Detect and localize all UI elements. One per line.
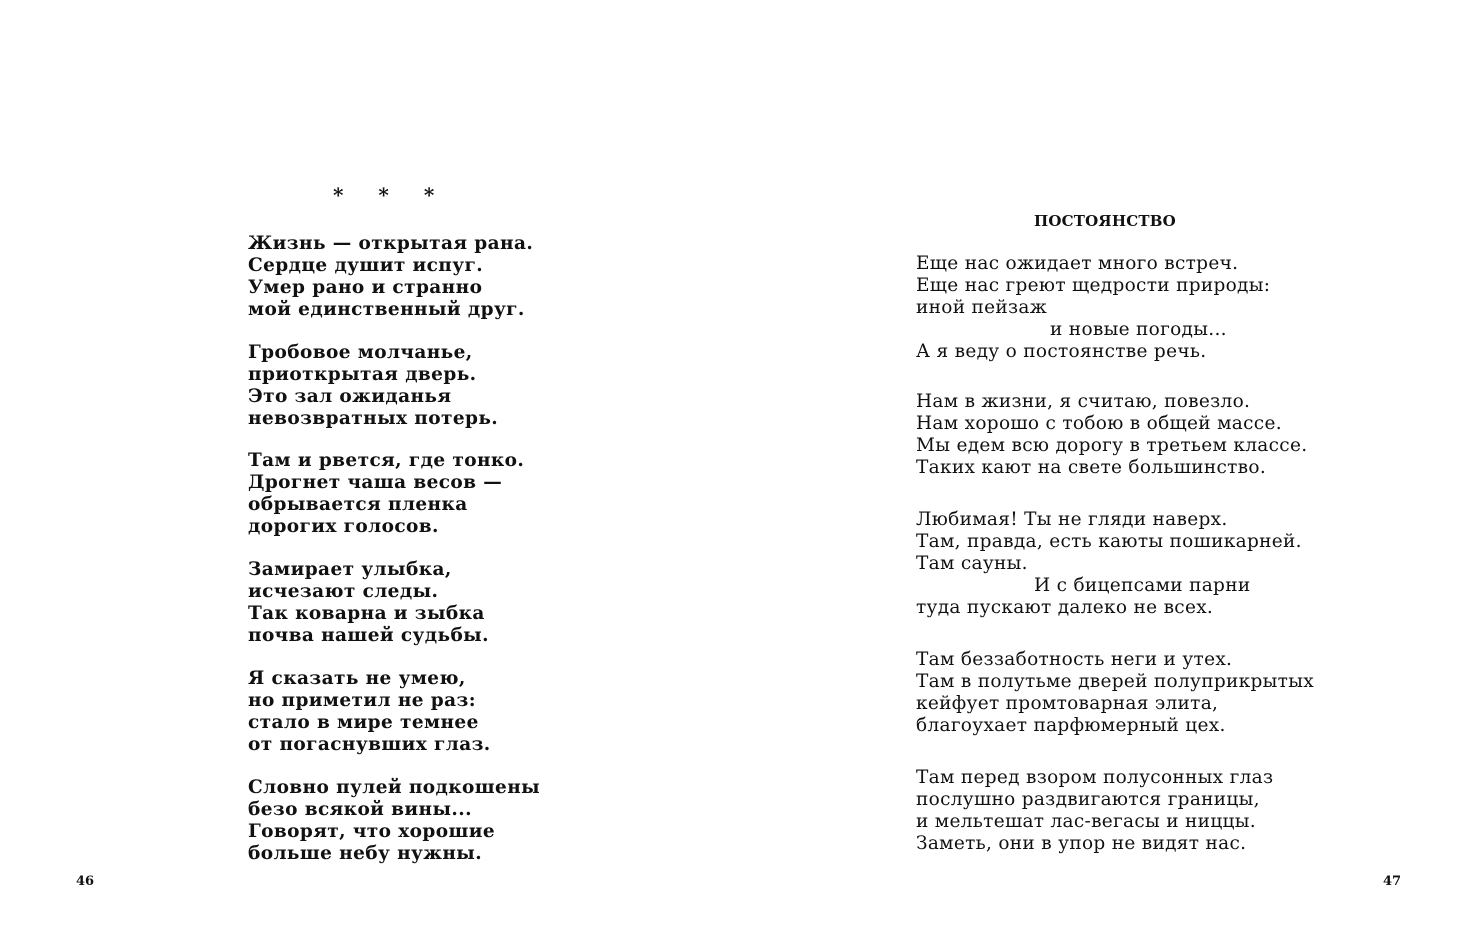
poem-line: Гробовое молчанье, <box>248 342 473 363</box>
poem-line: но приметил не раз: <box>248 690 476 711</box>
poem-line: безо всякой вины... <box>248 799 472 820</box>
stanza-ornament: * * * <box>333 183 449 207</box>
poem-title: ПОСТОЯНСТВО <box>1034 212 1176 230</box>
poem-line: туда пускают далеко не всех. <box>916 597 1214 618</box>
poem-line: Там в полутьме дверей полуприкрытых <box>916 671 1314 692</box>
poem-line: И с бицепсами парни <box>1034 575 1251 596</box>
poem-line: Нам хорошо с тобою в общей массе. <box>916 413 1282 434</box>
poem-line: дорогих голосов. <box>248 516 439 537</box>
poem-line: от погаснувших глаз. <box>248 734 491 755</box>
stanza <box>916 391 1314 479</box>
right-page <box>738 0 1477 945</box>
poem-line: и новые погоды... <box>1050 319 1227 340</box>
poem-line: Говорят, что хорошие <box>248 821 496 842</box>
untitled-poem <box>248 233 540 865</box>
stanza <box>248 233 540 321</box>
poem-line: Там беззаботность неги и утех. <box>916 649 1233 670</box>
stanza <box>916 649 1314 737</box>
page-number: 47 <box>1383 874 1402 889</box>
poem-line: послушно раздвигаются границы, <box>916 789 1260 810</box>
stanza <box>916 253 1314 363</box>
poem-line: А я веду о постоянстве речь. <box>916 341 1207 362</box>
poem-line: больше небу нужны. <box>248 843 483 864</box>
poem-line: Заметь, они в упор не видят нас. <box>916 833 1247 854</box>
poem-line: приоткрытая дверь. <box>248 364 477 385</box>
poem-line: Мы едем всю дорогу в третьем классе. <box>916 435 1308 456</box>
poem-line: Еще нас ожидает много встреч. <box>916 253 1239 274</box>
poem-line: Я сказать не умею, <box>248 668 466 689</box>
poem-line: кейфует промтоварная элита, <box>916 693 1219 714</box>
left-page <box>0 0 738 945</box>
poem-line: Любимая! Ты не гляди наверх. <box>916 509 1228 530</box>
poem-line: благоухает парфюмерный цех. <box>916 715 1226 736</box>
stanza <box>916 767 1314 855</box>
poem-line: стало в мире темнее <box>248 712 479 733</box>
poem-line: Там, правда, есть каюты пошикарней. <box>916 531 1302 552</box>
stanza <box>248 450 540 538</box>
poem-line: Там сауны. <box>916 553 1028 574</box>
stanza <box>248 342 540 430</box>
poem-line: Словно пулей подкошены <box>248 777 541 798</box>
poem-line: Умер рано и странно <box>248 277 483 298</box>
poem-postoyanstvo <box>916 253 1314 855</box>
poem-line: почва нашей судьбы. <box>248 625 489 646</box>
poem-line: обрывается пленка <box>248 494 468 515</box>
page-number: 46 <box>76 874 95 889</box>
poem-line: Еще нас греют щедрости природы: <box>916 275 1271 296</box>
poem-line: иной пейзаж <box>916 297 1048 318</box>
poem-line: Жизнь — открытая рана. <box>248 233 534 254</box>
stanza <box>248 777 540 865</box>
stanza <box>248 559 540 647</box>
poem-line: исчезают следы. <box>248 581 439 602</box>
poem-line: Так коварна и зыбка <box>248 603 485 624</box>
poem-line: Сердце душит испуг. <box>248 255 484 276</box>
poem-line: Дрогнет чаша весов — <box>248 472 503 493</box>
poem-line: и мельтешат лас-вегасы и ниццы. <box>916 811 1256 832</box>
poem-line: мой единственный друг. <box>248 299 525 320</box>
poem-line: Это зал ожиданья <box>248 386 452 407</box>
poem-line: Нам в жизни, я считаю, повезло. <box>916 391 1251 412</box>
poem-line: невозвратных потерь. <box>248 408 499 429</box>
poem-line: Там и рвется, где тонко. <box>248 450 525 471</box>
stanza <box>248 668 540 756</box>
poem-line: Замирает улыбка, <box>248 559 452 580</box>
poem-line: Там перед взором полусонных глаз <box>916 767 1274 788</box>
poem-line: Таких кают на свете большинство. <box>916 457 1267 478</box>
stanza <box>916 509 1314 619</box>
